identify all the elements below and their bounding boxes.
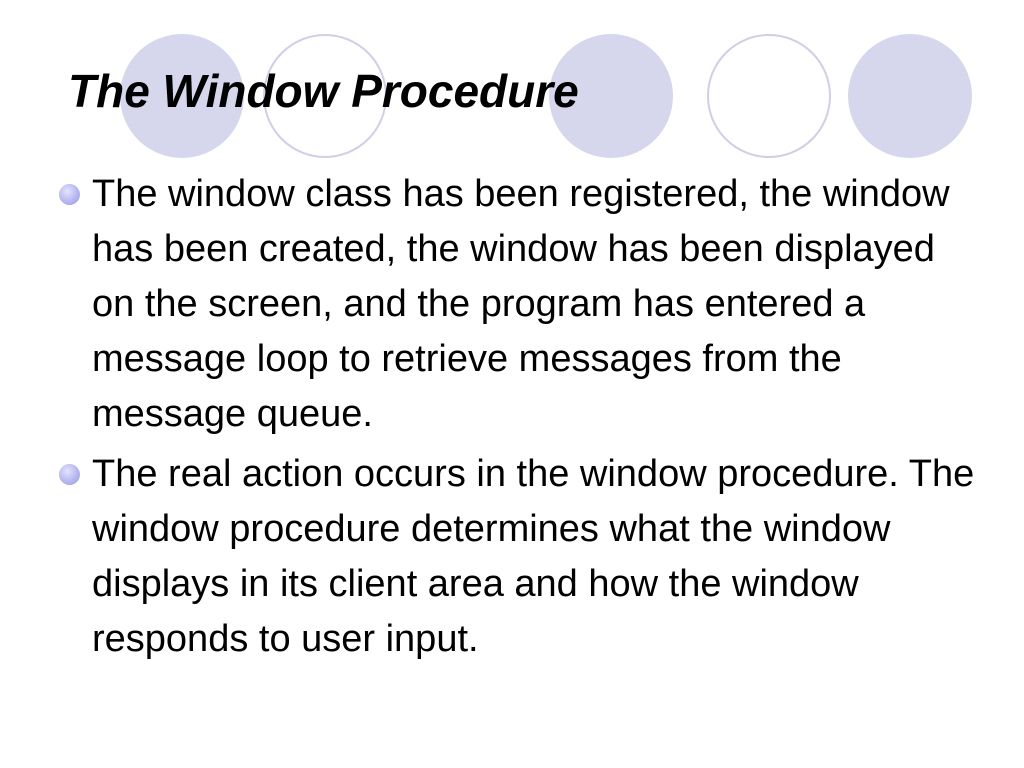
bullet-dot-icon <box>59 464 80 485</box>
bullet-text: The window class has been registered, the window has been created, the window has been displayed on the screen, and the program has entered a message loop to retrieve messages from the message queue. <box>92 173 950 435</box>
bullet-dot-icon <box>59 184 80 205</box>
decor-circle-filled-3 <box>848 34 972 158</box>
slide-title: The Window Procedure <box>68 65 579 117</box>
decor-circle-outline-2 <box>707 34 831 158</box>
bullet-item <box>58 447 978 667</box>
bullet-text: The real action occurs in the window procedure. The window procedure determines what the window displays in its client area and how the window responds to user input. <box>92 453 975 660</box>
bullet-list <box>58 167 978 672</box>
bullet-item <box>58 167 978 442</box>
